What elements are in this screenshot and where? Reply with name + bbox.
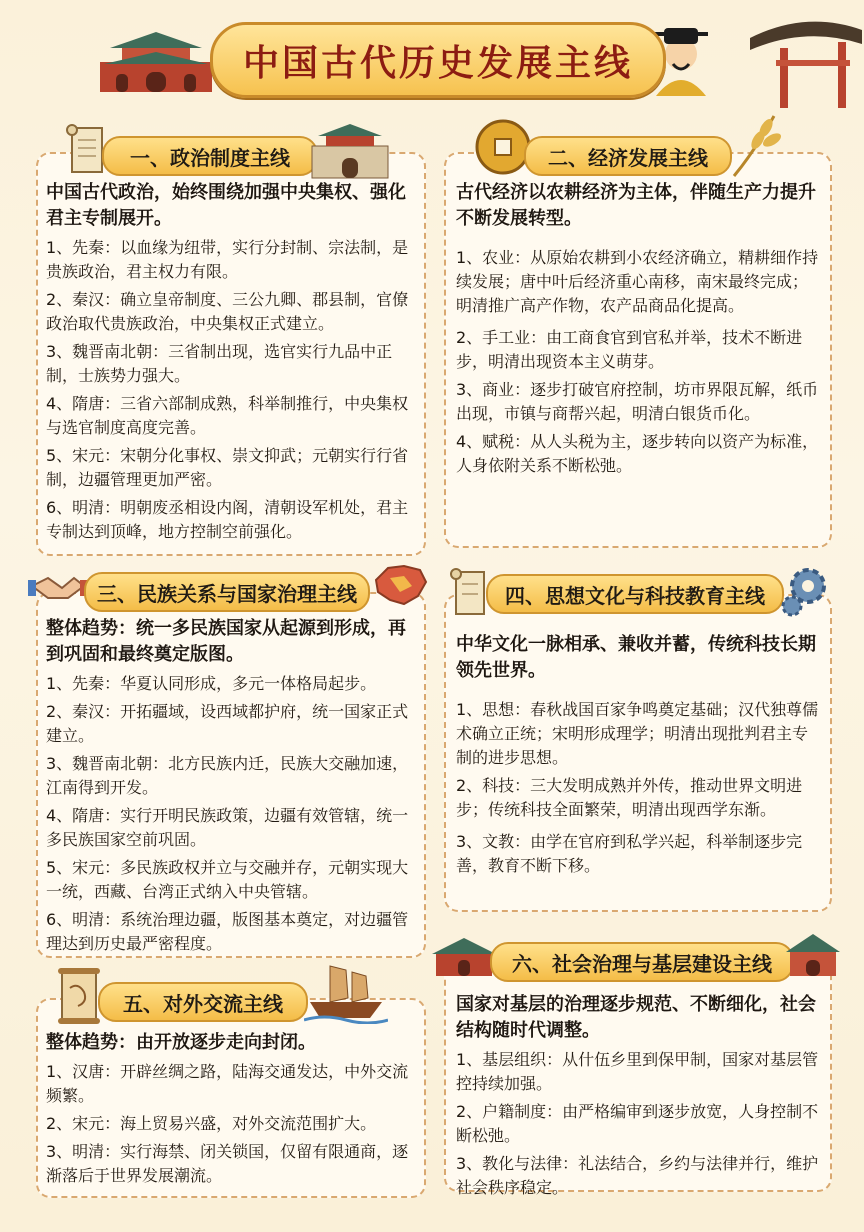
list-item: 5、宋元：多民族政权并立与交融并存，元朝实现大一统，西藏、台湾正式纳入中央管辖。	[46, 858, 409, 901]
section-lead: 国家对基层的治理逐步规范、不断细化，社会结构随时代调整。	[456, 994, 816, 1041]
list-item: 6、明清：明朝废丞相设内阁，清朝设军机处，君主专制达到顶峰，地方控制空前强化。	[46, 498, 409, 541]
section-heading-economy	[524, 136, 732, 176]
list-item: 3、商业：逐步打破官府控制，坊市界限瓦解，纸币出现，市镇与商帮兴起，明清白银货币化。	[456, 380, 819, 423]
section-body-ethnic-relations	[46, 616, 412, 956]
section-heading-culture	[486, 574, 784, 614]
list-item: 2、宋元：海上贸易兴盛，对外交流范围扩大。	[46, 1114, 377, 1133]
list-item: 2、秦汉：确立皇帝制度、三公九卿、郡县制，官僚政治取代贵族政治，中央集权正式建立。	[46, 290, 409, 333]
map-scroll-icon	[54, 966, 104, 1026]
page-title: 中国古代历史发展主线	[242, 42, 633, 84]
junk-ship-icon	[304, 958, 388, 1024]
list-item: 1、农业：从原始农耕到小农经济确立，精耕细作持续发展；唐中叶后经济重心南移，南宋最终完成；明清推广高产作物，农产品商品化提高。	[456, 248, 819, 315]
list-item: 5、宋元：宋朝分化事权、崇文抑武；元朝实行行省制，边疆管理更加严密。	[46, 446, 409, 489]
section-lead: 整体趋势：由开放逐步走向封闭。	[46, 1032, 316, 1053]
list-item: 3、文教：由学在官府到私学兴起，科举制逐步完善，教育不断下移。	[456, 832, 803, 875]
section-heading-ethnic-relations	[84, 572, 370, 612]
section-lead: 中华文化一脉相承、兼收并蓄，传统科技长期领先世界。	[456, 634, 816, 681]
section-body-politics	[46, 180, 412, 544]
china-map-icon	[370, 560, 430, 610]
list-item: 2、手工业：由工商食官到官私并举，技术不断进步，明清出现资本主义萌芽。	[456, 328, 803, 371]
section-heading-text: 一、政治制度主线	[130, 145, 290, 170]
list-item: 1、先秦：以血缘为纽带，实行分封制、宗法制，是贵族政治，君主权力有限。	[46, 238, 409, 281]
handshake-icon	[28, 566, 88, 606]
section-body-economy	[456, 180, 820, 478]
ancient-coin-icon	[474, 118, 532, 176]
list-item: 3、教化与法律：礼法结合，乡约与法律并行，维护社会秩序稳定。	[456, 1154, 819, 1197]
section-heading-social-governance	[490, 942, 794, 982]
section-lead: 整体趋势：统一多民族国家从起源到形成，再到巩固和最终奠定版图。	[46, 618, 406, 665]
list-item: 3、魏晋南北朝：北方民族内迁，民族大交融加速，江南得到开发。	[46, 754, 409, 797]
section-heading-text: 四、思想文化与科技教育主线	[505, 583, 765, 608]
section-heading-text: 二、经济发展主线	[548, 145, 708, 170]
page-title-banner	[210, 22, 666, 98]
gate-tower-icon	[786, 928, 840, 978]
list-item: 4、隋唐：实行开明民族政策，边疆有效管辖，统一多民族国家空前巩固。	[46, 806, 409, 849]
list-item: 1、思想：春秋战国百家争鸣奠定基础；汉代独尊儒术确立正统；宋明形成理学；明清出现批判君主专制的进步思想。	[456, 700, 819, 767]
pavilion-roof-illustration	[746, 8, 864, 108]
section-heading-foreign-exchange	[98, 982, 308, 1022]
section-body-social-governance	[456, 992, 820, 1200]
section-body-foreign-exchange	[46, 1030, 412, 1188]
palace-icon	[432, 928, 496, 978]
list-item: 1、先秦：华夏认同形成，多元一体格局起步。	[46, 674, 377, 693]
list-item: 1、汉唐：开辟丝绸之路，陆海交通发达，中外交流频繁。	[46, 1062, 409, 1105]
section-heading-text: 三、民族关系与国家治理主线	[97, 581, 357, 606]
section-heading-text: 五、对外交流主线	[123, 991, 283, 1016]
palace-gate-illustration	[96, 28, 216, 94]
list-item: 4、赋税：从人头税为主，逐步转向以资产为标准，人身依附关系不断松弛。	[456, 432, 819, 475]
section-body-culture	[456, 632, 820, 878]
list-item: 2、科技：三大发明成熟并外传，推动世界文明进步；传统科技全面繁荣，明清出现西学东渐。	[456, 776, 803, 819]
list-item: 3、魏晋南北朝：三省制出现，选官实行九品中正制，士族势力强大。	[46, 342, 393, 385]
list-item: 3、明清：实行海禁、闭关锁国，仅留有限通商，逐渐落后于世界发展潮流。	[46, 1142, 409, 1185]
list-item: 2、秦汉：开拓疆域，设西域都护府，统一国家正式建立。	[46, 702, 409, 745]
city-gate-icon	[308, 120, 392, 180]
section-heading-text: 六、社会治理与基层建设主线	[512, 951, 772, 976]
list-item: 4、隋唐：三省六部制成熟，科举制推行，中央集权与选官制度高度完善。	[46, 394, 409, 437]
section-lead: 古代经济以农耕经济为主体，伴随生产力提升不断发展转型。	[456, 182, 816, 229]
list-item: 2、户籍制度：由严格编审到逐步放宽，人身控制不断松弛。	[456, 1102, 819, 1145]
section-lead: 中国古代政治，始终围绕加强中央集权、强化君主专制展开。	[46, 182, 406, 229]
wheat-icon	[724, 112, 784, 178]
gear-icon	[778, 562, 834, 618]
section-heading-politics	[102, 136, 318, 176]
list-item: 6、明清：系统治理边疆，版图基本奠定，对边疆管理达到历史最严密程度。	[46, 910, 409, 953]
list-item: 1、基层组织：从什伍乡里到保甲制，国家对基层管控持续加强。	[456, 1050, 819, 1093]
